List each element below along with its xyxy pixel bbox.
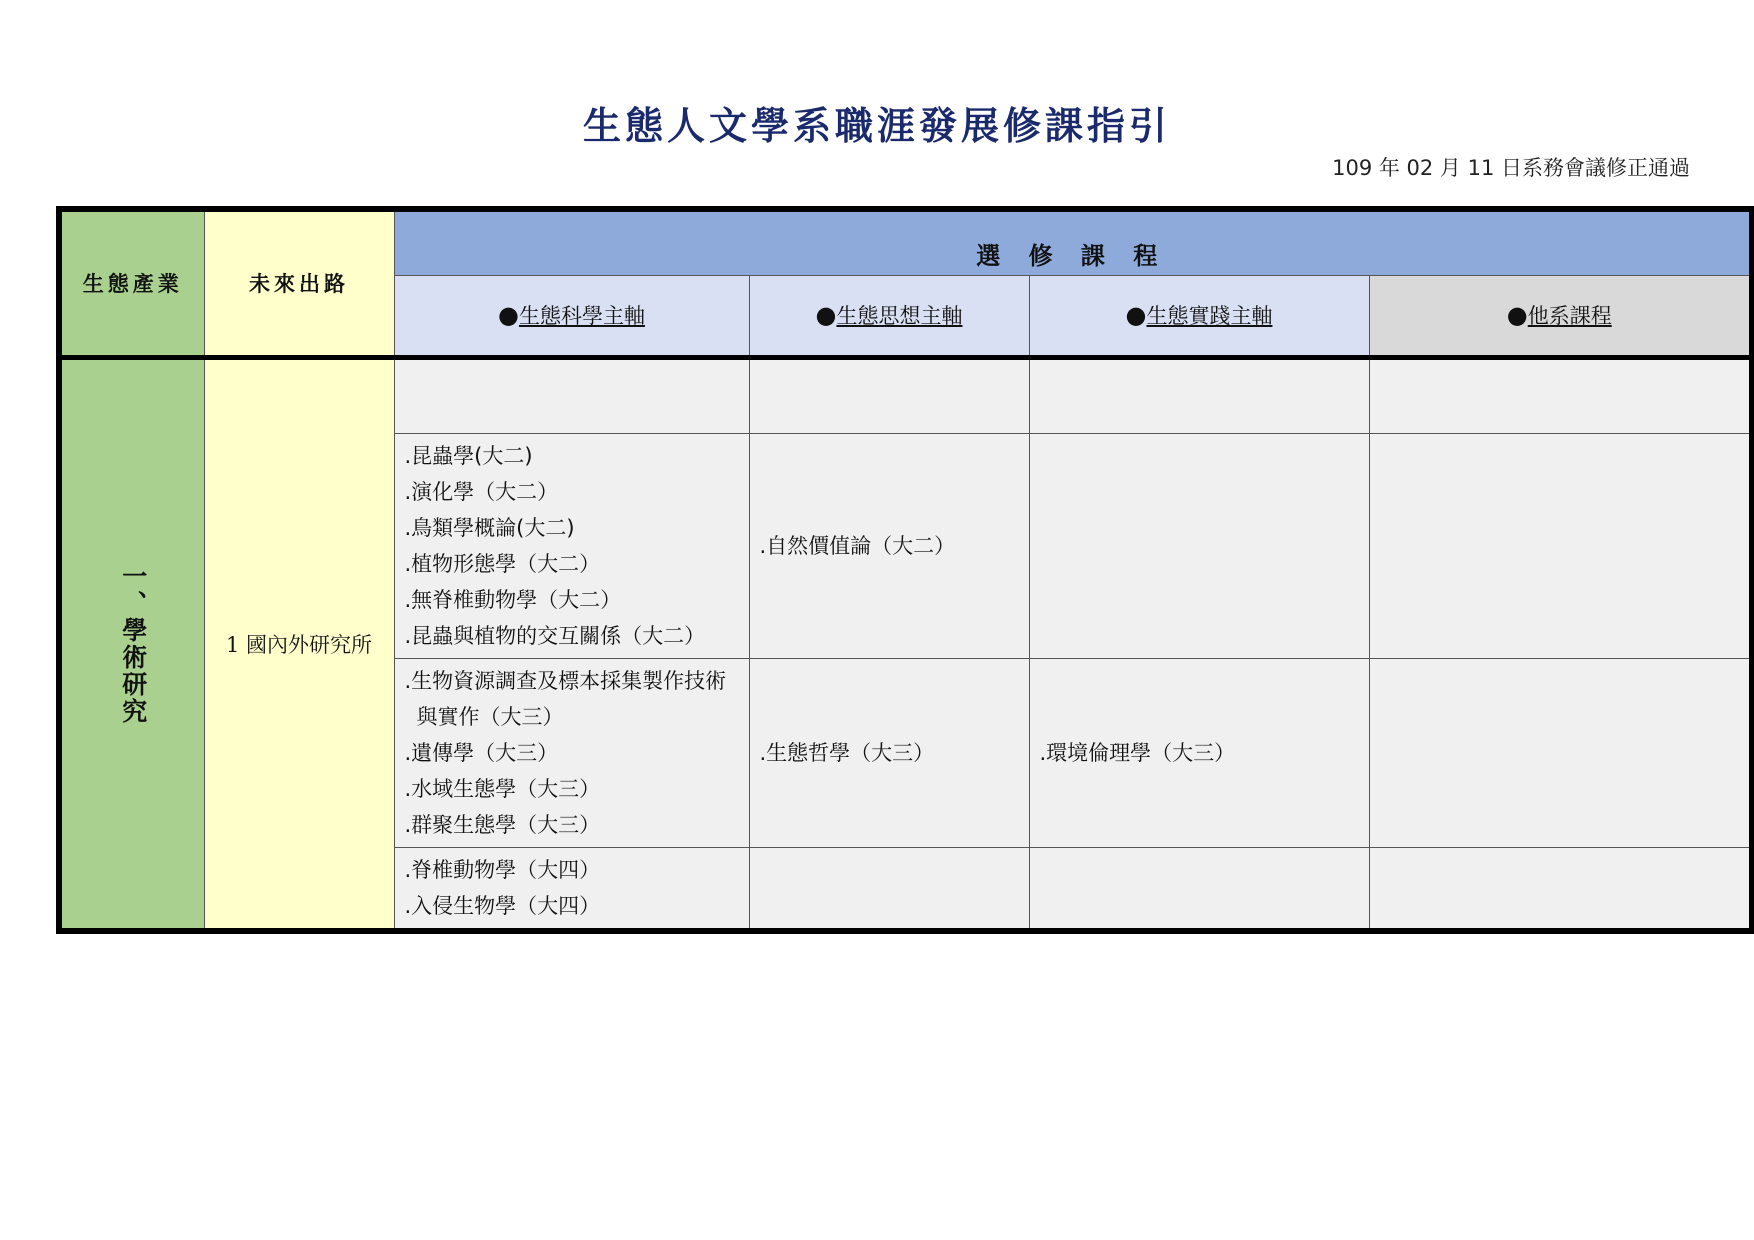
axis-science-header <box>394 275 749 357</box>
other-courses <box>1369 433 1752 658</box>
axis-other-label: 他系課程 <box>1527 304 1612 328</box>
course-item: .昆蟲學(大二) <box>404 443 533 468</box>
course-item: .環境倫理學（大三） <box>1039 740 1236 765</box>
practice-courses <box>1029 847 1369 931</box>
course-item: .遺傳學（大三） <box>404 740 559 765</box>
header-elective <box>394 209 1752 275</box>
course-item: .昆蟲與植物的交互關係（大二） <box>404 623 706 648</box>
page-title: 生態人文學系職涯發展修課指引 <box>582 103 1171 148</box>
course-item: .入侵生物學（大四） <box>404 893 601 918</box>
practice-courses <box>1029 357 1369 433</box>
course-guide-table <box>56 206 1754 934</box>
course-item: .水域生態學（大三） <box>404 776 601 801</box>
thought-courses <box>749 847 1029 931</box>
science-courses <box>394 433 749 658</box>
elective-label: 選 修 課 程 <box>976 241 1168 270</box>
practice-courses <box>1029 658 1369 847</box>
course-item: .脊椎動物學（大四） <box>404 857 601 882</box>
header-future: 未來出路 <box>204 209 394 357</box>
course-item: .演化學（大二） <box>404 479 559 504</box>
table-row <box>59 357 1752 433</box>
bullet-icon: ● <box>498 301 519 329</box>
axis-thought-header <box>749 275 1029 357</box>
course-item: .無脊椎動物學（大二） <box>404 587 622 612</box>
practice-courses <box>1029 433 1369 658</box>
bullet-icon: ● <box>815 301 837 329</box>
bullet-icon: ● <box>1125 301 1147 329</box>
thought-courses <box>749 357 1029 433</box>
science-courses <box>394 357 749 433</box>
axis-other-header <box>1369 275 1752 357</box>
other-courses <box>1369 357 1752 433</box>
course-item: .自然價值論（大二） <box>759 533 956 558</box>
other-courses <box>1369 847 1752 931</box>
thought-courses <box>749 658 1029 847</box>
axis-practice-label: 生態實踐主軸 <box>1146 304 1273 328</box>
course-item: .植物形態學（大二） <box>404 551 601 576</box>
course-item: .鳥類學概論(大二) <box>404 515 575 540</box>
course-item: .生態哲學（大三） <box>759 740 935 765</box>
approval-note: 109 年 02 月 11 日系務會議修正通過 <box>1332 156 1690 180</box>
header-industry: 生態產業 <box>59 209 204 357</box>
course-item: .群聚生態學（大三） <box>404 812 601 837</box>
bullet-icon: ● <box>1506 301 1528 329</box>
axis-thought-label: 生態思想主軸 <box>836 304 963 328</box>
industry-label: 一、學術研究 <box>118 562 148 725</box>
course-item: 與實作（大三） <box>416 704 564 729</box>
science-courses <box>394 847 749 931</box>
future-cell: 1 國內外研究所 <box>204 357 394 931</box>
industry-cell <box>59 357 204 931</box>
thought-courses <box>749 433 1029 658</box>
other-courses <box>1369 658 1752 847</box>
science-courses <box>394 658 749 847</box>
axis-science-label: 生態科學主軸 <box>518 304 645 328</box>
axis-practice-header <box>1029 275 1369 357</box>
course-item: .生物資源調查及標本採集製作技術 <box>404 668 727 693</box>
